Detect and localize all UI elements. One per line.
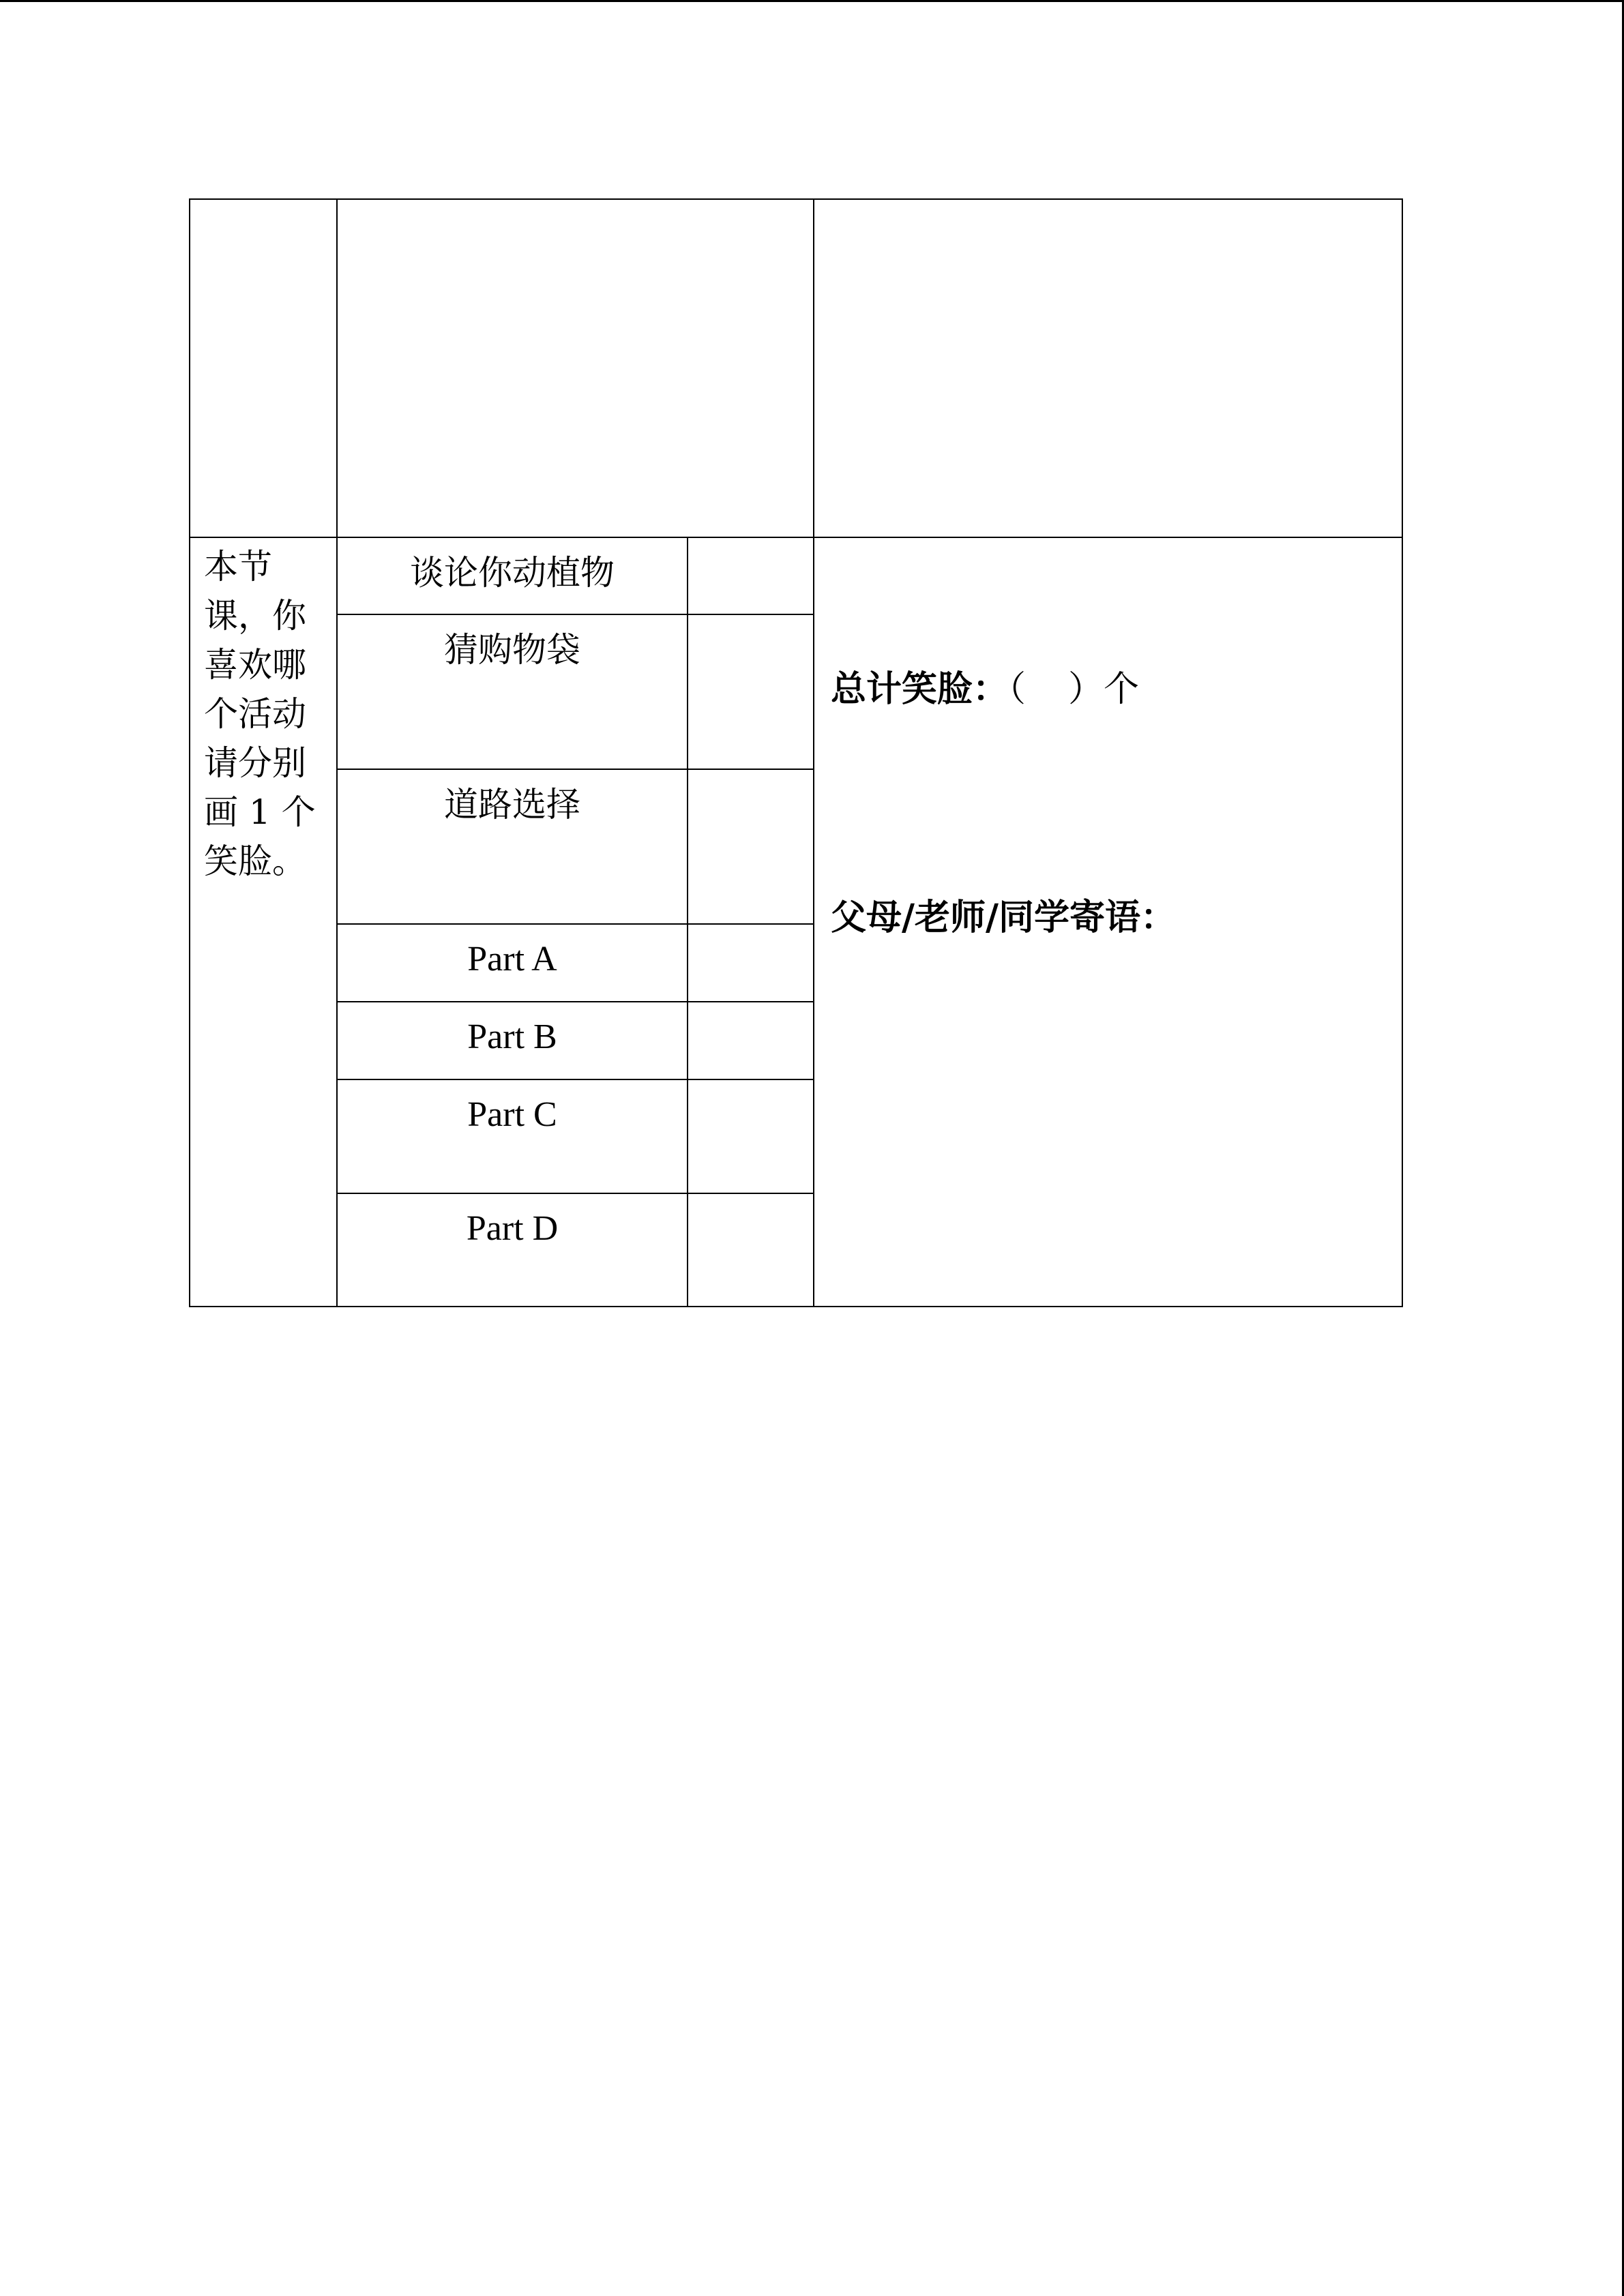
total-smiles-label: 总计笑脸： xyxy=(831,668,1009,710)
activity-row xyxy=(190,537,1402,614)
smile-cell[interactable] xyxy=(688,924,814,1002)
smile-cell[interactable] xyxy=(688,1193,814,1307)
activity-label-cell: 猜购物袋 xyxy=(337,614,688,769)
smile-cell[interactable] xyxy=(688,614,814,769)
blank-top-row xyxy=(190,199,1402,537)
message-label: 父母/老师/同学寄语： xyxy=(831,897,1176,938)
activity-label-cell: Part B xyxy=(337,1002,688,1079)
smile-cell[interactable] xyxy=(688,537,814,614)
question-cell: 本节课，你喜欢哪个活动请分别画 1 个笑脸。 xyxy=(190,537,337,1307)
activity-label-cell: Part D xyxy=(337,1193,688,1307)
smile-cell[interactable] xyxy=(688,1002,814,1079)
activity-label-cell: Part C xyxy=(337,1079,688,1193)
evaluation-table xyxy=(189,198,1403,1307)
total-smiles-line xyxy=(831,668,1139,711)
total-close-paren: ）个 xyxy=(1068,669,1140,710)
blank-cell-left xyxy=(190,199,337,537)
blank-cell-right xyxy=(814,199,1402,537)
message-blank[interactable] xyxy=(831,954,1385,1292)
total-open-paren: （ xyxy=(1008,669,1027,710)
activity-label-cell: 谈论你动植物 xyxy=(337,537,688,614)
smile-cell[interactable] xyxy=(688,1079,814,1193)
activity-label-cell: Part A xyxy=(337,924,688,1002)
smile-cell[interactable] xyxy=(688,769,814,924)
activity-label-cell: 道路选择 xyxy=(337,769,688,924)
summary-cell xyxy=(814,537,1402,1307)
blank-cell-middle xyxy=(337,199,814,537)
